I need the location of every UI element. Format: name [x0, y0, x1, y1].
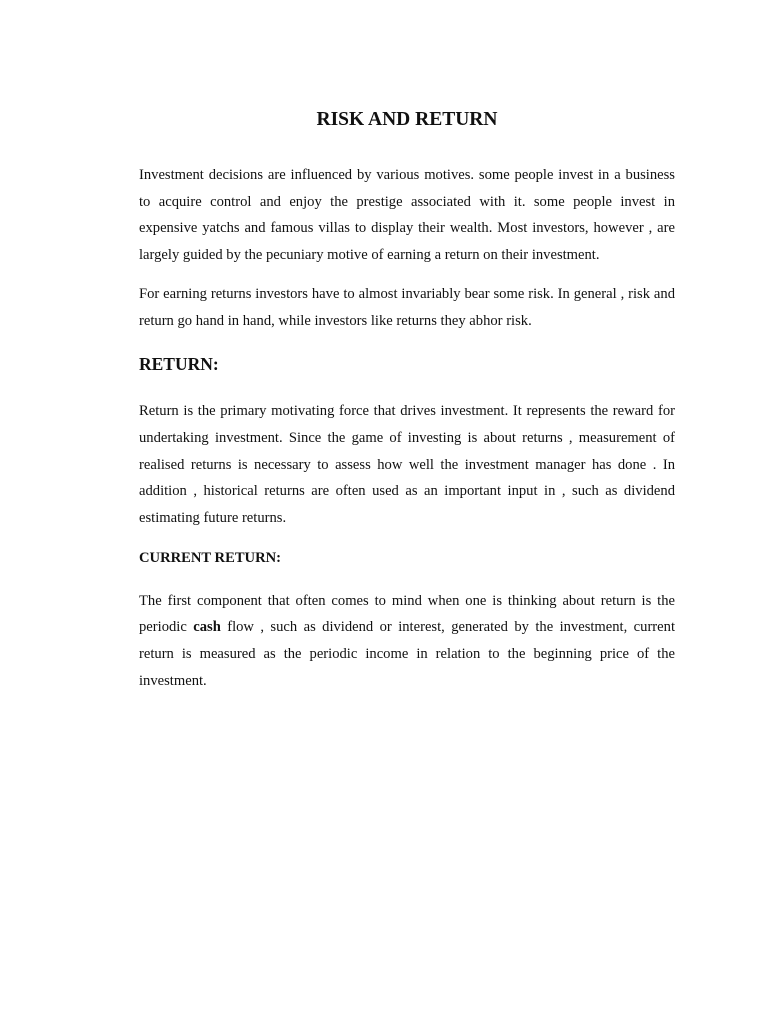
current-return-text-part1: The first component that often comes to mind when one is thinking about return is the periodic: [139, 592, 675, 636]
cash-bold-term: cash: [193, 619, 221, 636]
current-return-text-part2: flow , such as dividend or interest, generated by the investment, current return is measured as the periodic income in relation to the beginning price of the investment.: [139, 619, 675, 689]
document-page: [139, 104, 675, 707]
return-heading: RETURN:: [139, 354, 219, 375]
current-return-paragraph: [139, 588, 675, 695]
intro-paragraph-2: For earning returns investors have to almost invariably bear some risk. In general , risk and return go hand in hand, while investors like returns they abhor risk.: [139, 285, 675, 329]
current-return-heading: CURRENT RETURN:: [139, 549, 282, 566]
page-title: RISK AND RETURN: [316, 109, 498, 130]
return-paragraph: Return is the primary motivating force that drives investment. It represents the reward for undertaking investment. Since the game of investing is about returns , measurement of realised returns is necessary to assess how well the investment manager has done . In addition , historical returns are often used as an important input in , such as dividend estimating future returns.: [139, 403, 675, 527]
intro-paragraph-1: Investment decisions are influenced by various motives. some people invest in a business to acquire control and enjoy the prestige associated with it. some people invest in expensive yatchs and famous villas to display their wealth. Most investors, however , are largely guided by the pecuniary motive of earning a return on their investment.: [139, 167, 675, 264]
